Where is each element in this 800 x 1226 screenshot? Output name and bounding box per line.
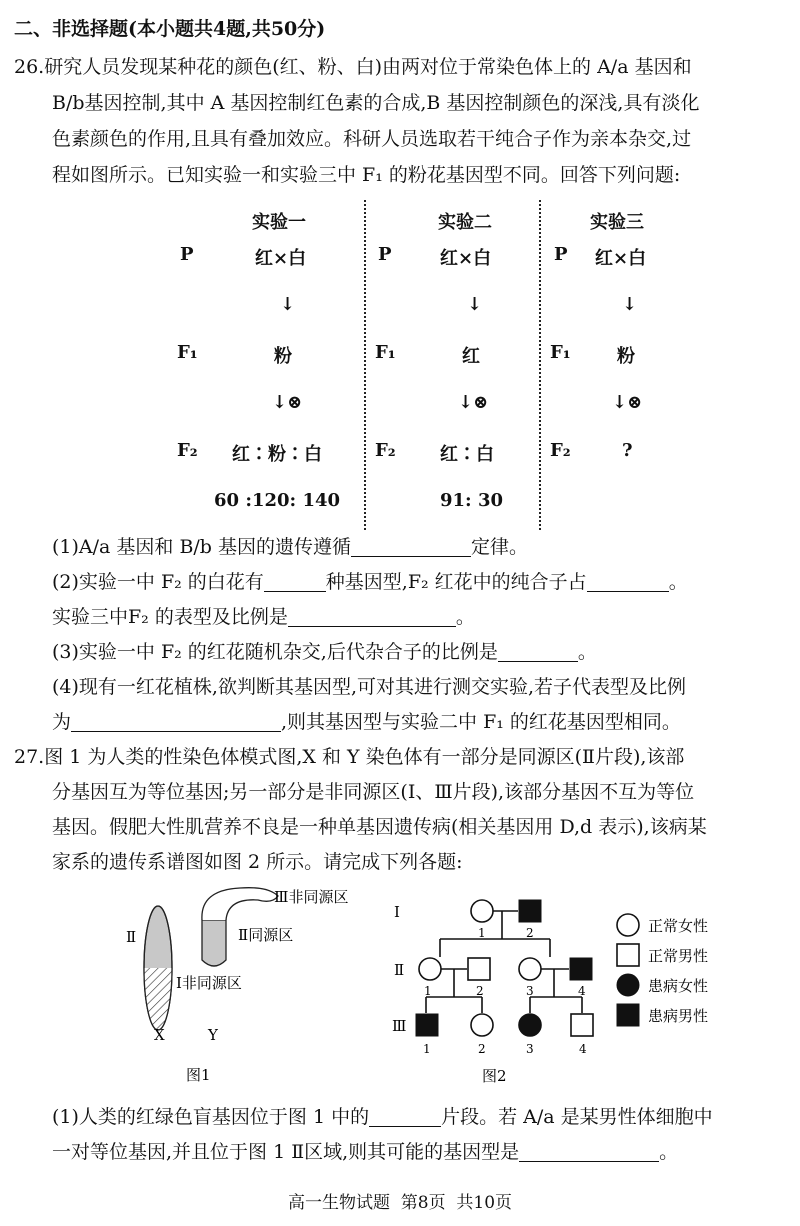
num-ii-2: 2 xyxy=(476,984,484,998)
exp2-arrow-2: ↓⊗ xyxy=(458,392,489,413)
answer-blank-4[interactable] xyxy=(288,608,456,627)
pedigree-ii-4-affected-male xyxy=(570,958,592,980)
exp1-arrow-2: ↓⊗ xyxy=(272,392,303,413)
num-iii-4: 4 xyxy=(579,1042,587,1056)
q26-line-1: 26.研究人员发现某种花的颜色(红、粉、白)由两对位于常染色体上的 A/a 基因和 xyxy=(14,56,692,78)
exp1-title: 实验一 xyxy=(252,212,306,233)
exp2-f2: 红∶白 xyxy=(440,444,494,465)
pedigree-iii-1-affected-male xyxy=(416,1014,438,1036)
legend-affected-male-icon xyxy=(617,1004,639,1026)
exp3-f2-label: F₂ xyxy=(550,440,571,461)
legend-normal-male: 正常男性 xyxy=(648,947,709,965)
answer-blank-7[interactable] xyxy=(369,1108,441,1127)
x-chromosome xyxy=(140,906,176,1033)
pedigree-ii-1-normal-female xyxy=(419,958,441,980)
q27-sub1a: (1)人类的红绿色盲基因位于图 1 中的 片段。若 A/a 是某男性体细胞中 xyxy=(52,1106,713,1128)
gen-label-i: Ⅰ xyxy=(394,903,400,921)
fig1-label-iii: Ⅲ非同源区 xyxy=(274,888,349,906)
answer-blank-8[interactable] xyxy=(519,1143,659,1162)
q27-line-1: 27.图 1 为人类的性染色体模式图,X 和 Y 染色体有一部分是同源区(Ⅱ片段),该部 xyxy=(14,746,685,768)
answer-blank-6[interactable] xyxy=(71,713,281,732)
section-title: 二、非选择题(本小题共4题,共50分) xyxy=(14,18,326,40)
q27-sub1b: 一对等位基因,并且位于图 1 Ⅱ区域,则其可能的基因型是 。 xyxy=(52,1141,679,1163)
exp2-arrow-1: ↓ xyxy=(467,294,483,315)
figure-1-chromosomes xyxy=(110,880,400,1090)
q26-sub4a: (4)现有一红花植株,欲判断其基因型,可对其进行测交实验,若子代表型及比例 xyxy=(52,676,687,698)
exp3-cross: 红×白 xyxy=(595,248,647,269)
exp2-title: 实验二 xyxy=(438,212,492,233)
exp2-f1-label: F₁ xyxy=(375,342,396,363)
pedigree-legend xyxy=(617,914,708,1026)
num-iii-3: 3 xyxy=(526,1042,534,1056)
separator-1 xyxy=(364,200,366,530)
legend-affected-female-icon xyxy=(617,974,639,996)
exp2-f1: 红 xyxy=(462,346,480,367)
q26-sub3: (3)实验一中 F₂ 的红花随机杂交,后代杂合子的比例是 。 xyxy=(52,641,597,663)
num-ii-4: 4 xyxy=(578,984,586,998)
exp1-ratio: 60 :120: 140 xyxy=(214,490,341,511)
pedigree-i-2-affected-male xyxy=(519,900,541,922)
gen-label-iii: Ⅲ xyxy=(392,1017,407,1035)
answer-blank-3[interactable] xyxy=(587,573,669,592)
fig1-y-label: Y xyxy=(208,1026,218,1044)
legend-normal-female: 正常女性 xyxy=(648,917,709,935)
exp3-f2: ? xyxy=(622,440,633,461)
exp1-f2: 红∶粉∶白 xyxy=(232,444,322,465)
num-iii-1: 1 xyxy=(423,1042,431,1056)
pedigree-ii-3-normal-female xyxy=(519,958,541,980)
q26-sub4b: 为 ,则其基因型与实验二中 F₁ 的红花基因型相同。 xyxy=(52,711,681,733)
legend-affected-female: 患病女性 xyxy=(648,977,709,995)
fig1-caption: 图1 xyxy=(186,1066,211,1084)
num-i-2: 2 xyxy=(526,926,534,940)
exp1-cross: 红×白 xyxy=(255,248,307,269)
exp3-title: 实验三 xyxy=(590,212,644,233)
q26-sub2b: 实验三中F₂ 的表型及比例是 。 xyxy=(52,606,475,628)
q26-sub1: (1)A/a 基因和 B/b 基因的遗传遵循 定律。 xyxy=(52,536,529,558)
fig1-label-i: Ⅰ非同源区 xyxy=(176,974,242,992)
exp3-f1-label: F₁ xyxy=(550,342,571,363)
page-footer: 高一生物试题 第8页 共10页 xyxy=(287,1193,513,1213)
exp3-p-label: P xyxy=(554,244,568,265)
exp1-arrow-1: ↓ xyxy=(280,294,296,315)
legend-normal-female-icon xyxy=(617,914,639,936)
exp2-f2-label: F₂ xyxy=(375,440,396,461)
fig1-x-label: X xyxy=(154,1026,165,1044)
q26-line-2: B/b基因控制,其中 A 基因控制红色素的合成,B 基因控制颜色的深浅,具有淡化 xyxy=(52,92,700,114)
q27-line-3: 基因。假肥大性肌营养不良是一种单基因遗传病(相关基因用 D,d 表示),该病某 xyxy=(52,816,707,838)
exp3-arrow-2: ↓⊗ xyxy=(612,392,643,413)
exp2-p-label: P xyxy=(378,244,392,265)
figure-2-pedigree xyxy=(390,885,730,1090)
fig2-caption: 图2 xyxy=(482,1067,507,1085)
answer-blank-1[interactable] xyxy=(351,538,471,557)
num-ii-1: 1 xyxy=(424,984,432,998)
pedigree-iii-4-normal-male xyxy=(571,1014,593,1036)
exp1-f1-label: F₁ xyxy=(177,342,198,363)
q27-line-4: 家系的遗传系谱图如图 2 所示。请完成下列各题: xyxy=(52,851,463,873)
legend-affected-male: 患病男性 xyxy=(648,1007,709,1025)
q26-line-3: 色素颜色的作用,且具有叠加效应。科研人员选取若干纯合子作为亲本杂交,过 xyxy=(52,128,692,150)
separator-2 xyxy=(539,200,541,530)
answer-blank-2[interactable] xyxy=(264,573,326,592)
pedigree-iii-2-normal-female xyxy=(471,1014,493,1036)
legend-normal-male-icon xyxy=(617,944,639,966)
exp1-f1: 粉 xyxy=(274,346,292,367)
pedigree-iii-3-affected-female xyxy=(519,1014,541,1036)
q26-sub2a: (2)实验一中 F₂ 的白花有 种基因型,F₂ 红花中的纯合子占 。 xyxy=(52,571,688,593)
num-iii-2: 2 xyxy=(478,1042,486,1056)
num-ii-3: 3 xyxy=(526,984,534,998)
pedigree-i-1-normal-female xyxy=(471,900,493,922)
exp3-f1: 粉 xyxy=(617,346,635,367)
exp2-cross: 红×白 xyxy=(440,248,492,269)
q26-line-4: 程如图所示。已知实验一和实验三中 F₁ 的粉花基因型不同。回答下列问题: xyxy=(52,164,681,186)
pedigree-ii-2-normal-male xyxy=(468,958,490,980)
exp3-arrow-1: ↓ xyxy=(622,294,638,315)
exp1-p-label: P xyxy=(180,244,194,265)
num-i-1: 1 xyxy=(478,926,486,940)
exp2-ratio: 91: 30 xyxy=(440,490,504,511)
fig1-label-ii: Ⅱ同源区 xyxy=(238,926,294,944)
exp1-f2-label: F₂ xyxy=(177,440,198,461)
gen-label-ii: Ⅱ xyxy=(394,961,405,979)
q27-line-2: 分基因互为等位基因;另一部分是非同源区(Ⅰ、Ⅲ片段),该部分基因不互为等位 xyxy=(52,781,695,803)
answer-blank-5[interactable] xyxy=(498,643,578,662)
fig1-label-ii-left: Ⅱ xyxy=(126,928,137,946)
